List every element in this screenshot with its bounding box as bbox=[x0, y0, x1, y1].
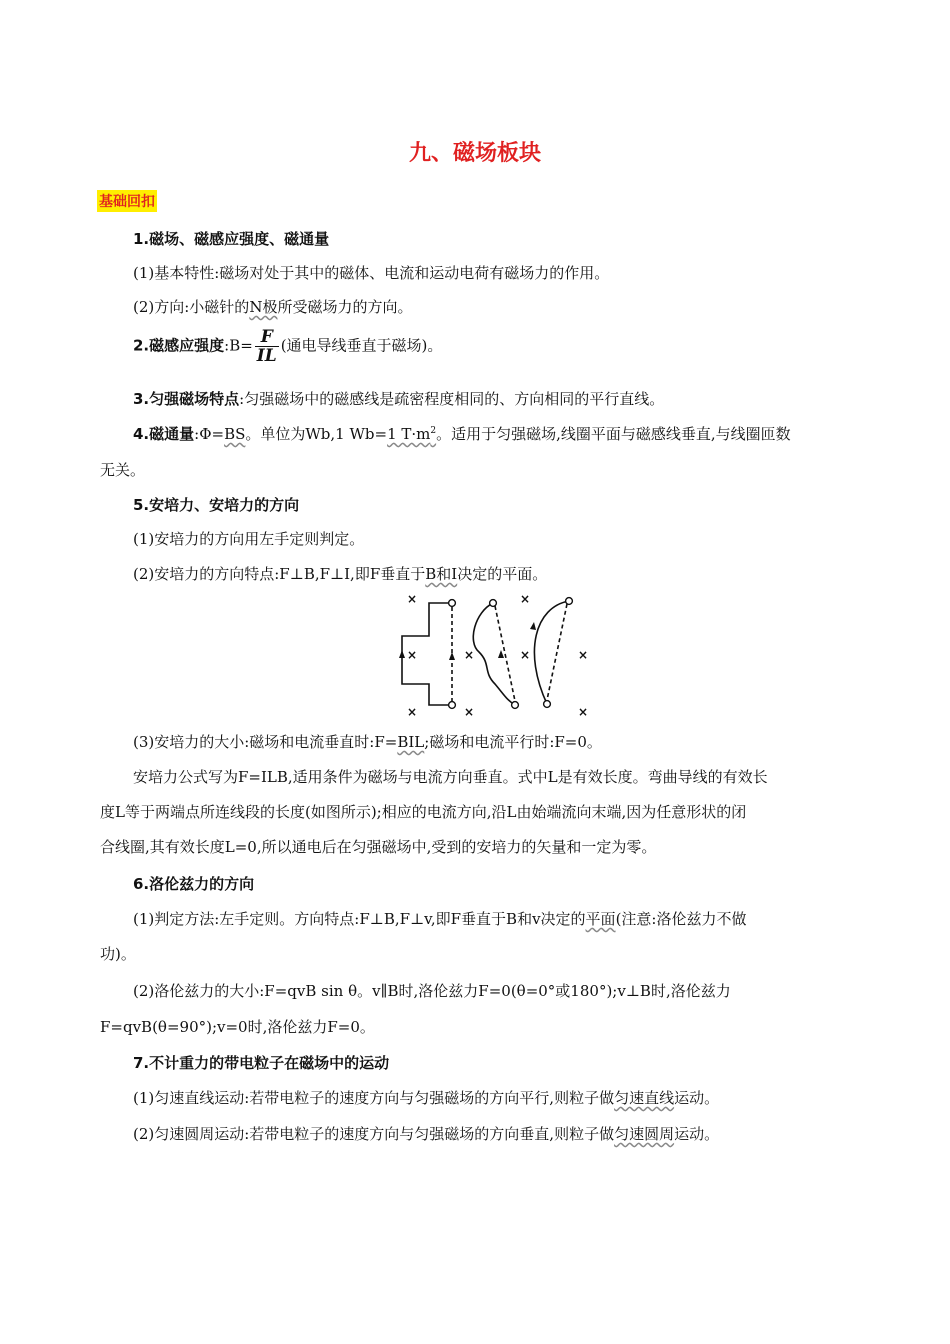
section-badge: 基础回扣 bbox=[97, 190, 157, 212]
text: (2)匀速圆周运动:若带电粒子的速度方向与匀强磁场的方向垂直,则粒子做 bbox=[133, 1125, 615, 1143]
paragraph-3 bbox=[133, 388, 664, 409]
effective-length-3 bbox=[547, 604, 567, 700]
arc-wire bbox=[534, 601, 569, 704]
endpoint bbox=[449, 702, 456, 709]
paragraph-5-3 bbox=[133, 731, 602, 752]
paragraph-1-1: (1)基本特性:磁场对处于其中的磁体、电流和运动电荷有磁场力的作用。 bbox=[133, 264, 610, 282]
text: (3)安培力的大小:磁场和电流垂直时:F= bbox=[133, 733, 398, 751]
text: 。适用于匀强磁场,线圈平面与磁感线垂直,与线圈匝数 bbox=[436, 425, 791, 443]
field-mark: × bbox=[463, 648, 475, 662]
emphasis: 匀速圆周 bbox=[614, 1125, 675, 1143]
emphasis: B和I bbox=[425, 565, 458, 583]
text: 。单位为Wb,1 Wb= bbox=[245, 425, 388, 443]
field-mark: × bbox=[577, 705, 589, 719]
endpoint bbox=[566, 598, 573, 605]
text: :B= bbox=[224, 336, 253, 355]
paragraph-5-2 bbox=[133, 563, 547, 584]
emphasis: 匀速直线 bbox=[614, 1089, 675, 1107]
text: :匀强磁场中的磁感线是疏密程度相同的、方向相同的平行直线。 bbox=[239, 390, 665, 408]
current-arrow bbox=[498, 650, 504, 658]
field-mark: × bbox=[577, 648, 589, 662]
label: 4.磁通量 bbox=[133, 425, 195, 443]
field-mark: × bbox=[519, 592, 531, 606]
paragraph-1-2 bbox=[133, 296, 412, 317]
text: (1)判定方法:左手定则。方向特点:F⊥B,F⊥v,即F垂直于B和v决定的 bbox=[133, 910, 586, 928]
text: 运动。 bbox=[674, 1089, 720, 1107]
field-mark: × bbox=[406, 705, 418, 719]
endpoint bbox=[544, 701, 551, 708]
paragraph-6-1 bbox=[133, 908, 746, 929]
heading-1: 1.磁场、磁感应强度、磁通量 bbox=[133, 230, 330, 248]
paragraph-7-2 bbox=[133, 1123, 719, 1144]
text: (2)方向:小磁针的 bbox=[133, 298, 250, 316]
emphasis: BIL bbox=[397, 733, 425, 751]
ampere-force-figure bbox=[395, 592, 595, 720]
paragraph-7-1 bbox=[133, 1087, 719, 1108]
paragraph-6-1-cont: 功)。 bbox=[100, 945, 136, 963]
text: (1)匀速直线运动:若带电粒子的速度方向与匀强磁场的方向平行,则粒子做 bbox=[133, 1089, 615, 1107]
field-mark: × bbox=[406, 592, 418, 606]
text: (2)安培力的方向特点:F⊥B,F⊥I,即F垂直于 bbox=[133, 565, 426, 583]
fraction bbox=[255, 328, 279, 365]
text: 决定的平面。 bbox=[457, 565, 548, 583]
paragraph-5-4-line1: 安培力公式写为F=ILB,适用条件为磁场与电流方向垂直。式中L是有效长度。弯曲导线的有效长 bbox=[133, 768, 768, 786]
text: 运动。 bbox=[674, 1125, 720, 1143]
heading-5: 5.安培力、安培力的方向 bbox=[133, 496, 300, 514]
emphasis: 平面 bbox=[585, 910, 616, 928]
text: 所受磁场力的方向。 bbox=[277, 298, 413, 316]
label: 3.匀强磁场特点 bbox=[133, 390, 240, 408]
text: :Φ= bbox=[194, 425, 225, 443]
paragraph-2 bbox=[133, 328, 442, 365]
fraction-numerator: F bbox=[255, 328, 279, 347]
endpoint bbox=[490, 600, 497, 607]
text: (注意:洛伦兹力不做 bbox=[615, 910, 747, 928]
emphasis: N极 bbox=[249, 298, 278, 316]
paragraph-5-4-line2: 度L等于两端点所连线段的长度(如图所示);相应的电流方向,沿L由始端流向末端,因为任意形状的闭 bbox=[100, 803, 747, 821]
field-mark: × bbox=[519, 648, 531, 662]
label: 2.磁感应强度 bbox=[133, 336, 225, 355]
heading-6: 6.洛伦兹力的方向 bbox=[133, 875, 255, 893]
unit: 1 T·m bbox=[387, 425, 431, 443]
paragraph-4-cont: 无关。 bbox=[100, 461, 146, 479]
endpoint bbox=[512, 702, 519, 709]
paragraph-4 bbox=[133, 423, 791, 444]
field-mark: × bbox=[463, 705, 475, 719]
text: ;磁场和电流平行时:F=0。 bbox=[424, 733, 602, 751]
paragraph-6-2-line2: F=qvB(θ=90°);v=0时,洛伦兹力F=0。 bbox=[100, 1018, 375, 1036]
curved-wire bbox=[473, 603, 515, 705]
superscript: 2 bbox=[430, 426, 437, 436]
page-title: 九、磁场板块 bbox=[408, 141, 541, 166]
fraction-denominator: IL bbox=[256, 346, 277, 366]
current-arrow bbox=[530, 622, 536, 630]
emphasis: BS bbox=[224, 425, 246, 443]
paragraph-6-2-line1: (2)洛伦兹力的大小:F=qvB sin θ。v∥B时,洛伦兹力F=0(θ=0°或180°);v⊥B时,洛伦兹力 bbox=[133, 982, 731, 1000]
emphasis bbox=[387, 425, 436, 443]
heading-7: 7.不计重力的带电粒子在磁场中的运动 bbox=[133, 1054, 390, 1072]
endpoint bbox=[449, 600, 456, 607]
current-arrow bbox=[399, 650, 405, 658]
text: (通电导线垂直于磁场)。 bbox=[280, 336, 443, 355]
paragraph-5-4-line3: 合线圈,其有效长度L=0,所以通电后在匀强磁场中,受到的安培力的矢量和一定为零。 bbox=[100, 838, 657, 856]
field-mark: × bbox=[406, 648, 418, 662]
current-arrow bbox=[449, 652, 455, 660]
paragraph-5-1: (1)安培力的方向用左手定则判定。 bbox=[133, 530, 365, 548]
